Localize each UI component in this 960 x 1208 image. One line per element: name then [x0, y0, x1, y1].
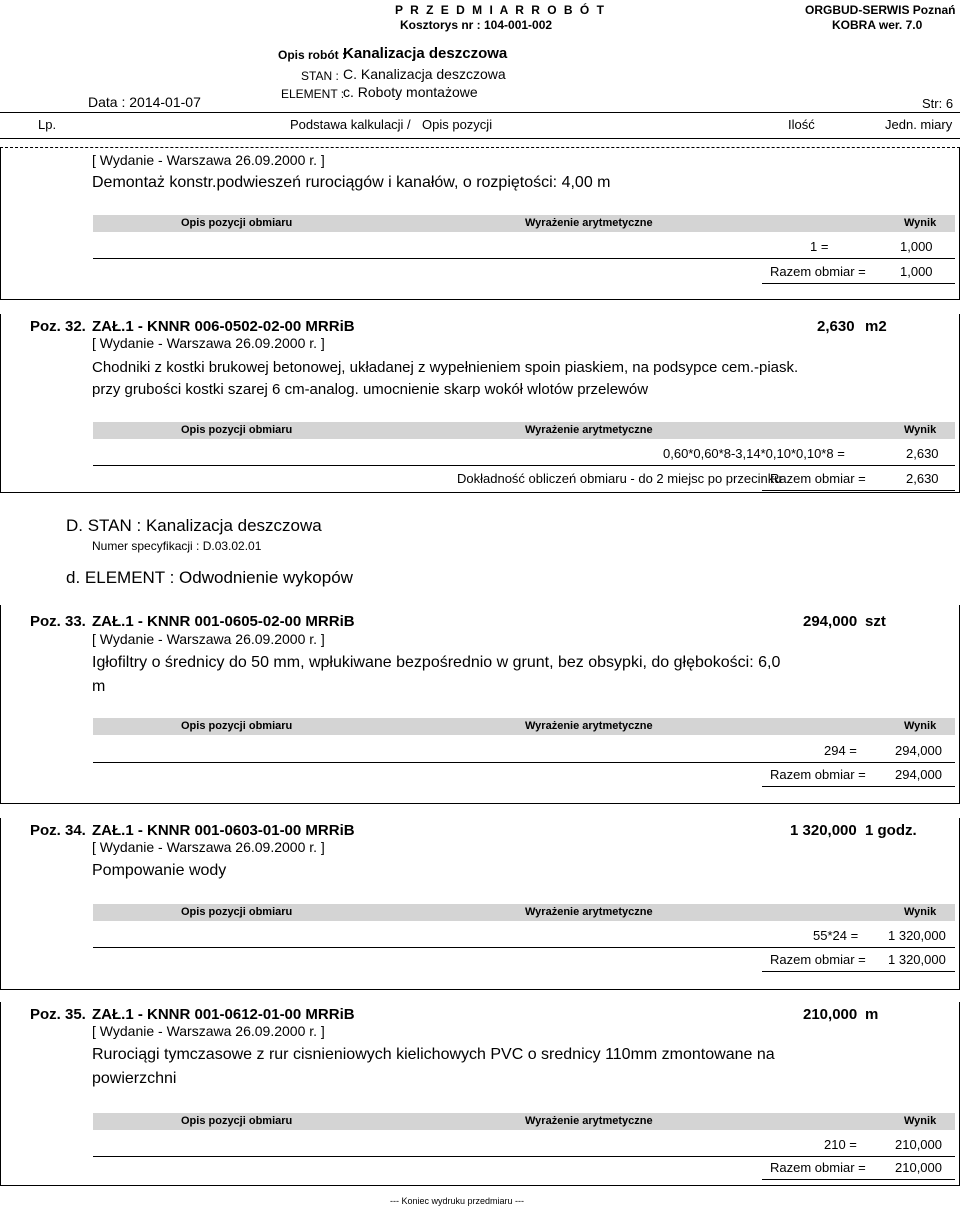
- print-date: Data : 2014-01-07: [88, 94, 201, 110]
- pos32-left-border: [0, 314, 1, 493]
- pos33-left-border: [0, 605, 1, 804]
- stan-value: C. Kanalizacja deszczowa: [343, 66, 506, 82]
- pos34-measure-header: [93, 904, 955, 921]
- pos33-result: 294,000: [895, 743, 942, 758]
- measure-col-wyrazenie: Wyrażenie arytmetyczne: [525, 217, 653, 229]
- pos35-expression: 210 =: [824, 1137, 857, 1152]
- pos35-razem-rule: [762, 1179, 955, 1180]
- pos32-measure-header: [93, 422, 955, 439]
- pos35-measure-header: [93, 1113, 955, 1130]
- pos35-razem-value: 210,000: [895, 1160, 942, 1175]
- cont-description: Demontaż konstr.podwieszeń rurociągów i kanałów, o rozpiętości: 4,00 m: [92, 174, 611, 191]
- pos32-result: 2,630: [906, 446, 939, 461]
- pos33-unit: szt: [865, 613, 886, 630]
- pos32-bottom-border: [0, 492, 960, 493]
- pos33-razem-rule: [762, 786, 955, 787]
- pos33-edition: [ Wydanie - Warszawa 26.09.2000 r. ]: [92, 631, 325, 647]
- document-title: P R Z E D M I A R R O B Ó T: [395, 3, 606, 17]
- column-slash: /: [407, 117, 411, 132]
- pos35-unit: m: [865, 1006, 879, 1023]
- pos32-razem-value: 2,630: [906, 471, 939, 486]
- header-bottom-rule: [0, 138, 960, 139]
- measure-col-opis: Opis pozycji obmiaru: [181, 217, 293, 229]
- kosztorys-number: Kosztorys nr : 104-001-002: [400, 18, 553, 32]
- measure-col-wyrazenie: Wyrażenie arytmetyczne: [525, 1115, 653, 1127]
- pos35-description-2: powierzchni: [92, 1070, 177, 1087]
- pos32-quantity: 2,630: [817, 318, 855, 335]
- pos35-code: ZAŁ.1 - KNNR 001-0612-01-00 MRRiB: [92, 1006, 355, 1023]
- pos34-quantity: 1 320,000: [790, 822, 857, 839]
- pos33-razem-value: 294,000: [895, 767, 942, 782]
- pos33-code: ZAŁ.1 - KNNR 001-0605-02-00 MRRiB: [92, 613, 355, 630]
- measure-col-wynik: Wynik: [904, 720, 937, 732]
- measure-col-opis: Opis pozycji obmiaru: [181, 906, 293, 918]
- element-label: ELEMENT :: [281, 87, 345, 101]
- cont-edition: [ Wydanie - Warszawa 26.09.2000 r. ]: [92, 152, 325, 168]
- opis-robot-label: Opis robót :: [278, 48, 346, 62]
- measure-col-opis: Opis pozycji obmiaru: [181, 1115, 293, 1127]
- cont-razem-label: Razem obmiar =: [770, 264, 866, 279]
- pos35-left-border: [0, 1002, 1, 1186]
- pos32-description-2: przy grubości kostki szarej 6 cm-analog. umocnienie skarp wokół wlotów przelewów: [92, 381, 649, 398]
- pos34-unit: 1 godz.: [865, 822, 917, 839]
- pos34-code: ZAŁ.1 - KNNR 001-0603-01-00 MRRiB: [92, 822, 355, 839]
- end-of-printout: --- Koniec wydruku przedmiaru ---: [390, 1196, 525, 1206]
- measure-col-wynik: Wynik: [904, 906, 937, 918]
- page-number: Str: 6: [922, 96, 954, 111]
- pos33-number: Poz. 33.: [30, 613, 86, 630]
- pos34-razem-rule: [762, 971, 955, 972]
- pos32-precision-note: Dokładność obliczeń obmiaru - do 2 miejsc po przecinku: [457, 471, 782, 486]
- pos35-razem-label: Razem obmiar =: [770, 1160, 866, 1175]
- pos32-number: Poz. 32.: [30, 318, 86, 335]
- software-version: KOBRA wer. 7.0: [832, 18, 923, 32]
- pos34-expression: 55*24 =: [813, 928, 859, 943]
- pos32-razem-rule: [762, 490, 955, 491]
- measure-col-wynik: Wynik: [904, 1115, 937, 1127]
- pos35-rule: [93, 1156, 955, 1157]
- pos34-edition: [ Wydanie - Warszawa 26.09.2000 r. ]: [92, 839, 325, 855]
- column-jedn: Jedn. miary: [885, 117, 953, 132]
- pos32-unit: m2: [865, 318, 887, 335]
- cont-left-border: [0, 147, 1, 300]
- pos35-quantity: 210,000: [803, 1006, 858, 1023]
- cont-result: 1,000: [900, 239, 933, 254]
- opis-robot-value: Kanalizacja deszczowa: [343, 45, 508, 62]
- pos33-quantity: 294,000: [803, 613, 858, 630]
- pos34-razem-label: Razem obmiar =: [770, 952, 866, 967]
- stan-label: STAN :: [301, 69, 339, 83]
- pos34-rule: [93, 947, 955, 948]
- pos35-number: Poz. 35.: [30, 1006, 86, 1023]
- pos32-edition: [ Wydanie - Warszawa 26.09.2000 r. ]: [92, 335, 325, 351]
- cont-razem-rule: [762, 283, 955, 284]
- pos33-expression: 294 =: [824, 743, 857, 758]
- element-value: c. Roboty montażowe: [343, 84, 478, 100]
- pos35-description-1: Rurociągi tymczasowe z rur cisnieniowych kielichowych PVC o srednicy 110mm zmontowane na: [92, 1046, 775, 1063]
- cont-expression: 1 =: [810, 239, 829, 254]
- pos33-bottom-border: [0, 803, 960, 804]
- pos33-razem-label: Razem obmiar =: [770, 767, 866, 782]
- pos33-description-1: Igłofiltry o średnicy do 50 mm, wpłukiwane bezpośrednio w grunt, bez obsypki, do głębokości: 6,0: [92, 654, 781, 671]
- column-podstawa: Podstawa kalkulacji: [290, 117, 404, 132]
- column-opis: Opis pozycji: [422, 117, 493, 132]
- measure-col-opis: Opis pozycji obmiaru: [181, 424, 293, 436]
- pos32-expression: 0,60*0,60*8-3,14*0,10*0,10*8 =: [663, 446, 845, 461]
- pos34-bottom-border: [0, 989, 960, 990]
- pos33-description-2: m: [92, 678, 106, 695]
- pos35-bottom-border: [0, 1185, 960, 1186]
- company-name: ORGBUD-SERWIS Poznań: [805, 3, 956, 17]
- cont-bottom-border: [0, 299, 960, 300]
- stan-heading: D. STAN : Kanalizacja deszczowa: [66, 516, 322, 535]
- measure-col-wyrazenie: Wyrażenie arytmetyczne: [525, 906, 653, 918]
- column-lp: Lp.: [38, 117, 57, 132]
- pos34-result: 1 320,000: [888, 928, 946, 943]
- cont-measure-header: [93, 215, 955, 232]
- pos32-description-1: Chodniki z kostki brukowej betonowej, układanej z wypełnieniem spoin piaskiem, na podsypce cem.-piask.: [92, 359, 799, 376]
- measure-col-wynik: Wynik: [904, 424, 937, 436]
- cont-rule: [93, 258, 955, 259]
- cont-razem-value: 1,000: [900, 264, 933, 279]
- pos34-razem-value: 1 320,000: [888, 952, 946, 967]
- measure-col-wynik: Wynik: [904, 217, 937, 229]
- pos34-description-1: Pompowanie wody: [92, 862, 227, 879]
- pos32-razem-label: Razem obmiar =: [770, 471, 866, 486]
- header-dashed-rule: [0, 147, 960, 148]
- measure-col-wyrazenie: Wyrażenie arytmetyczne: [525, 720, 653, 732]
- pos32-code: ZAŁ.1 - KNNR 006-0502-02-00 MRRiB: [92, 318, 355, 335]
- pos34-number: Poz. 34.: [30, 822, 86, 839]
- column-ilosc: Ilość: [788, 117, 815, 132]
- pos33-rule: [93, 762, 955, 763]
- measure-col-opis: Opis pozycji obmiaru: [181, 720, 293, 732]
- stan-specification: Numer specyfikacji : D.03.02.01: [92, 539, 262, 553]
- pos32-rule: [93, 465, 955, 466]
- element-heading: d. ELEMENT : Odwodnienie wykopów: [66, 568, 353, 587]
- measure-col-wyrazenie: Wyrażenie arytmetyczne: [525, 424, 653, 436]
- pos35-edition: [ Wydanie - Warszawa 26.09.2000 r. ]: [92, 1023, 325, 1039]
- pos35-result: 210,000: [895, 1137, 942, 1152]
- pos33-measure-header: [93, 718, 955, 735]
- pos34-left-border: [0, 818, 1, 990]
- header-top-rule: [0, 112, 960, 113]
